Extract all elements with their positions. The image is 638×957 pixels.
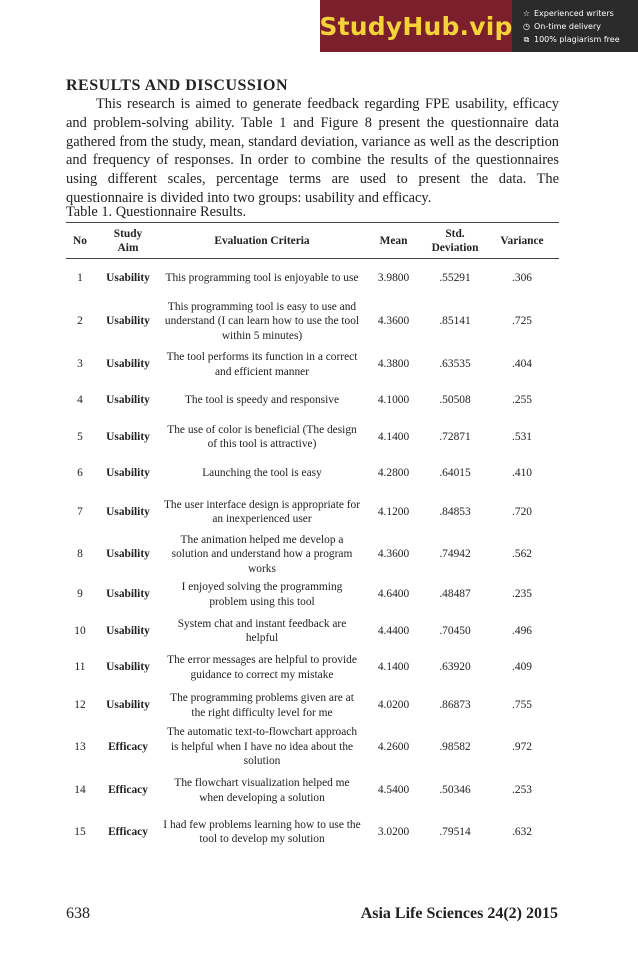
cell-std-deviation: .84853 [439, 505, 471, 518]
star-icon: ☆ [522, 9, 531, 18]
cell-no: 6 [77, 467, 83, 480]
body-paragraph [66, 95, 559, 208]
cell-std-deviation: .85141 [439, 315, 471, 328]
cell-variance: .496 [512, 624, 532, 637]
cell-evaluation-criteria: The tool is speedy and responsive [184, 394, 340, 407]
cell-variance: .409 [512, 661, 532, 674]
header-std-deviation: Std. Deviation [425, 223, 485, 259]
cell-mean: 4.0200 [377, 699, 410, 712]
cell-std-deviation: .64015 [439, 467, 471, 480]
table-header-row [66, 223, 559, 259]
cell-variance: .632 [512, 825, 532, 838]
cell-variance: .235 [512, 588, 532, 601]
cell-variance: .253 [512, 784, 532, 797]
table-row [66, 686, 559, 725]
clock-icon: ◷ [523, 22, 530, 31]
cell-std-deviation: .98582 [439, 740, 471, 753]
cell-no: 14 [74, 784, 86, 797]
cell-evaluation-criteria: System chat and instant feedback are helpful [177, 617, 347, 644]
cell-study-aim: Usability [106, 394, 150, 407]
cell-study-aim: Efficacy [108, 740, 148, 753]
feature-label: Experienced writers [534, 9, 614, 18]
cell-no: 3 [77, 358, 83, 371]
feature-item [522, 7, 638, 20]
cell-study-aim: Usability [106, 548, 150, 560]
cell-no: 5 [77, 430, 83, 443]
cell-std-deviation: .70450 [439, 624, 471, 637]
cell-std-deviation: .72871 [439, 430, 471, 443]
cell-mean: 4.3800 [377, 358, 410, 371]
cell-mean: 4.3600 [377, 548, 410, 560]
journal-citation: Asia Life Sciences 24(2) 2015 [360, 905, 558, 922]
cell-mean: 3.0200 [377, 825, 410, 838]
section-heading: RESULTS AND DISCUSSION [66, 77, 289, 94]
cell-mean: 4.3600 [377, 315, 410, 328]
cell-evaluation-criteria: The error messages are helpful to provide guidance to correct my mistake [167, 654, 357, 681]
table-row [66, 259, 559, 297]
cell-study-aim: Usability [106, 430, 150, 443]
table-row [66, 419, 559, 456]
cell-evaluation-criteria: I enjoyed solving the programming problem using this tool [181, 581, 343, 608]
cell-no: 12 [74, 699, 86, 712]
cell-no: 2 [77, 315, 83, 328]
cell-study-aim: Usability [106, 624, 150, 637]
cell-no: 1 [77, 271, 83, 284]
cell-evaluation-criteria: The animation helped me develop a solution and understand how a program works [171, 533, 353, 575]
cell-mean: 4.4400 [377, 624, 410, 637]
cell-study-aim: Usability [106, 661, 150, 674]
cell-evaluation-criteria: The user interface design is appropriate for an inexperienced user [163, 498, 361, 525]
cell-mean: 4.2600 [377, 740, 410, 753]
cell-evaluation-criteria: The automatic text-to-flowchart approach is helpful when I have no idea about the solution [166, 726, 358, 768]
cell-evaluation-criteria: The flowchart visualization helped me when developing a solution [174, 777, 350, 804]
table-row [66, 725, 559, 769]
cell-std-deviation: .50346 [439, 784, 471, 797]
table-body [66, 259, 559, 853]
cell-no: 11 [74, 661, 86, 674]
table-row [66, 576, 559, 613]
cell-std-deviation: .50508 [439, 394, 471, 407]
cell-evaluation-criteria: The programming problems given are at the right difficulty level for me [170, 692, 354, 719]
cell-mean: 4.1000 [377, 394, 410, 407]
cell-study-aim: Efficacy [108, 825, 148, 838]
cell-no: 8 [77, 548, 83, 560]
questionnaire-results-table [66, 222, 559, 852]
feature-label: On-time delivery [534, 22, 601, 31]
table-row [66, 812, 559, 852]
cell-variance: .972 [512, 740, 532, 753]
cell-study-aim: Usability [106, 467, 150, 480]
table-row [66, 769, 559, 812]
cell-std-deviation: .48487 [439, 588, 471, 601]
studyhub-banner[interactable] [320, 0, 638, 52]
cell-no: 15 [74, 825, 86, 838]
cell-evaluation-criteria: The use of color is beneficial (The design of this tool is attractive) [167, 423, 357, 450]
cell-study-aim: Usability [106, 588, 150, 601]
table-row [66, 613, 559, 649]
header-variance: Variance [485, 223, 559, 259]
feature-list [512, 0, 638, 52]
table-row [66, 533, 559, 577]
table-caption: Table 1. Questionnaire Results. [66, 204, 247, 220]
cell-no: 4 [77, 394, 83, 407]
table-row [66, 492, 559, 533]
cell-variance: .306 [512, 271, 532, 284]
cell-std-deviation: .55291 [439, 271, 471, 284]
cell-study-aim: Usability [106, 315, 150, 328]
header-mean: Mean [362, 223, 425, 259]
cell-study-aim: Usability [106, 271, 150, 284]
cell-variance: .720 [512, 505, 532, 518]
cell-no: 13 [74, 740, 86, 753]
cell-variance: .755 [512, 699, 532, 712]
cell-variance: .531 [512, 430, 532, 443]
feature-label: 100% plagiarism free [534, 35, 620, 44]
cell-std-deviation: .63535 [439, 358, 471, 371]
cell-mean: 4.1200 [377, 505, 410, 518]
cell-mean: 4.1400 [377, 430, 410, 443]
cell-variance: .562 [512, 548, 532, 560]
cell-study-aim: Usability [106, 358, 150, 371]
table-row [66, 347, 559, 383]
cell-variance: .404 [512, 358, 532, 371]
cell-evaluation-criteria: The tool performs its function in a correct and efficient manner [166, 351, 358, 378]
cell-study-aim: Usability [106, 505, 150, 518]
header-no: No [66, 223, 94, 259]
cell-variance: .725 [512, 315, 532, 328]
cell-std-deviation: .63920 [439, 661, 471, 674]
cell-std-deviation: .74942 [439, 548, 471, 560]
table-row [66, 649, 559, 686]
cell-mean: 4.1400 [377, 661, 410, 674]
cell-evaluation-criteria: I had few problems learning how to use the tool to develop my solution [163, 818, 361, 845]
cell-evaluation-criteria: This programming tool is enjoyable to use [165, 271, 359, 284]
cell-mean: 4.5400 [377, 784, 410, 797]
table-row [66, 383, 559, 419]
cell-no: 7 [77, 505, 83, 518]
feature-item [522, 20, 638, 33]
cell-no: 9 [77, 588, 83, 601]
header-evaluation-criteria: Evaluation Criteria [162, 223, 362, 259]
table-row [66, 456, 559, 492]
cell-std-deviation: .79514 [439, 825, 471, 838]
page-number: 638 [66, 905, 90, 922]
feature-item [522, 33, 638, 46]
cell-std-deviation: .86873 [439, 699, 471, 712]
brand-logo[interactable]: StudyHub.vip [320, 0, 512, 52]
table-row [66, 297, 559, 347]
cell-mean: 4.6400 [377, 588, 410, 601]
cell-study-aim: Efficacy [108, 784, 148, 797]
cell-study-aim: Usability [106, 699, 150, 712]
cell-variance: .255 [512, 394, 532, 407]
cell-mean: 4.2800 [377, 467, 410, 480]
cell-evaluation-criteria: This programming tool is easy to use and understand (I can learn how to use the tool within 5 minutes) [164, 300, 360, 342]
cell-mean: 3.9800 [377, 271, 410, 284]
header-study-aim: Study Aim [94, 223, 162, 259]
cell-evaluation-criteria: Launching the tool is easy [202, 467, 322, 480]
copy-icon: ⧉ [523, 35, 530, 44]
cell-variance: .410 [512, 467, 532, 480]
paragraph-text: This research is aimed to generate feedback regarding FPE usability, efficacy and problem-solving ability. Table 1 and Figure 8 present the questionnaire data gathered from the study, mean, standard deviation, variance as well as the description and frequency of responses. In order to combine the results of the questionnaires using different scales, percentage terms are used to present the data. The questionnaire is divided into two groups: usability and efficacy. [66, 96, 559, 206]
cell-no: 10 [74, 624, 86, 637]
